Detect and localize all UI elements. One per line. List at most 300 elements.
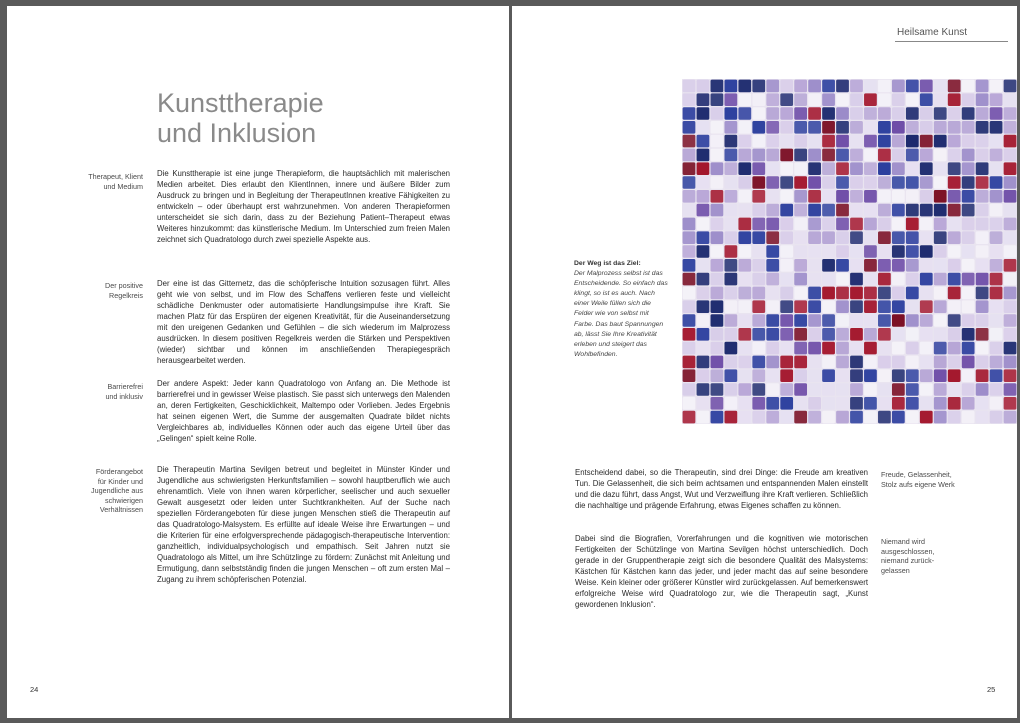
painted-square — [1004, 342, 1017, 355]
painted-square — [906, 231, 919, 244]
painted-square — [752, 411, 765, 424]
painted-square — [738, 190, 751, 203]
painted-square — [683, 273, 696, 286]
painted-square — [836, 162, 849, 175]
painted-square — [683, 397, 696, 410]
painted-square — [920, 369, 933, 382]
painted-square — [780, 383, 793, 396]
painted-square — [962, 383, 975, 396]
painted-square — [962, 149, 975, 162]
painted-square — [711, 107, 724, 120]
painted-square — [878, 259, 891, 272]
painted-square — [850, 273, 863, 286]
painted-square — [1004, 300, 1017, 313]
painted-square — [794, 149, 807, 162]
painted-square — [836, 342, 849, 355]
painted-square — [850, 176, 863, 189]
painted-square — [808, 314, 821, 327]
painted-square — [683, 121, 696, 134]
painted-square — [990, 314, 1003, 327]
right-page — [512, 6, 1017, 718]
painted-square — [766, 411, 779, 424]
painted-square — [836, 176, 849, 189]
painted-square — [711, 314, 724, 327]
painted-square — [808, 342, 821, 355]
painted-square — [948, 411, 961, 424]
painted-square — [738, 121, 751, 134]
painted-square — [976, 149, 989, 162]
painted-square — [1004, 162, 1017, 175]
painted-square — [697, 231, 710, 244]
painted-square — [920, 135, 933, 148]
painted-square — [794, 369, 807, 382]
painted-square — [948, 314, 961, 327]
painted-square — [962, 231, 975, 244]
painted-square — [697, 383, 710, 396]
painted-square — [794, 162, 807, 175]
painted-square — [766, 218, 779, 231]
painted-square — [976, 190, 989, 203]
painted-square — [906, 287, 919, 300]
painted-square — [864, 383, 877, 396]
painted-square — [836, 356, 849, 369]
painted-square — [850, 245, 863, 258]
painted-square — [780, 121, 793, 134]
painted-square — [697, 80, 710, 93]
painted-square — [1004, 190, 1017, 203]
painted-square — [850, 342, 863, 355]
painted-square — [738, 314, 751, 327]
painted-square — [878, 231, 891, 244]
painted-square — [711, 162, 724, 175]
painted-square — [934, 273, 947, 286]
painted-square — [1004, 411, 1017, 424]
painted-square — [850, 107, 863, 120]
painted-square — [892, 356, 905, 369]
painted-square — [780, 356, 793, 369]
painted-square — [752, 342, 765, 355]
painted-square — [948, 356, 961, 369]
painted-square — [724, 204, 737, 217]
painted-square — [711, 300, 724, 313]
painted-square — [780, 259, 793, 272]
painted-square — [906, 218, 919, 231]
painted-square — [878, 80, 891, 93]
painted-square — [962, 411, 975, 424]
painted-square — [794, 342, 807, 355]
painted-square — [962, 273, 975, 286]
painted-square — [808, 383, 821, 396]
painted-square — [836, 231, 849, 244]
painted-square — [948, 231, 961, 244]
painted-square — [766, 245, 779, 258]
painted-square — [697, 259, 710, 272]
painted-square — [878, 107, 891, 120]
painted-square — [990, 121, 1003, 134]
painted-square — [822, 314, 835, 327]
painted-square — [920, 176, 933, 189]
painted-square — [724, 342, 737, 355]
painted-square — [794, 218, 807, 231]
painted-square — [962, 287, 975, 300]
painted-square — [822, 300, 835, 313]
painted-square — [864, 162, 877, 175]
painted-square — [711, 135, 724, 148]
painted-square — [683, 287, 696, 300]
painted-square — [822, 107, 835, 120]
painted-square — [962, 204, 975, 217]
painted-square — [683, 314, 696, 327]
painted-square — [906, 93, 919, 106]
painted-square — [780, 149, 793, 162]
painted-square — [766, 383, 779, 396]
painted-square — [864, 149, 877, 162]
painted-square — [1004, 204, 1017, 217]
painted-square — [724, 411, 737, 424]
painted-square — [766, 80, 779, 93]
painted-square — [752, 356, 765, 369]
painted-square — [780, 369, 793, 382]
painted-square — [990, 204, 1003, 217]
painted-square — [934, 231, 947, 244]
article-title — [157, 88, 497, 148]
painted-square — [878, 273, 891, 286]
painted-square — [962, 162, 975, 175]
painted-square — [752, 176, 765, 189]
painted-square — [808, 107, 821, 120]
painted-square — [934, 218, 947, 231]
painted-square — [1004, 149, 1017, 162]
painted-square — [850, 135, 863, 148]
painted-square — [738, 149, 751, 162]
painted-square — [794, 273, 807, 286]
painted-square — [836, 135, 849, 148]
painted-square — [864, 245, 877, 258]
painted-square — [850, 121, 863, 134]
painted-square — [1004, 107, 1017, 120]
painted-square — [738, 287, 751, 300]
painted-square — [892, 314, 905, 327]
painted-square — [738, 107, 751, 120]
painted-square — [836, 204, 849, 217]
painted-square — [906, 190, 919, 203]
painted-square — [808, 190, 821, 203]
painted-square — [724, 93, 737, 106]
painted-square — [990, 328, 1003, 341]
painted-square — [780, 107, 793, 120]
painted-square — [683, 300, 696, 313]
painted-square — [892, 80, 905, 93]
painted-square — [892, 369, 905, 382]
painted-square — [697, 411, 710, 424]
painted-square — [864, 190, 877, 203]
painted-square — [738, 204, 751, 217]
painted-square — [697, 245, 710, 258]
painted-square — [948, 287, 961, 300]
painted-square — [808, 328, 821, 341]
painted-square — [976, 411, 989, 424]
painted-square — [697, 162, 710, 175]
painted-square — [808, 149, 821, 162]
painted-square — [962, 356, 975, 369]
painted-square — [948, 273, 961, 286]
painted-square — [892, 93, 905, 106]
painted-square — [683, 176, 696, 189]
painted-square — [864, 218, 877, 231]
painted-square — [822, 93, 835, 106]
painted-square — [948, 190, 961, 203]
painted-square — [920, 190, 933, 203]
painted-square — [850, 356, 863, 369]
painted-square — [738, 356, 751, 369]
painted-square — [738, 176, 751, 189]
painted-square — [962, 218, 975, 231]
painted-square — [724, 314, 737, 327]
painted-square — [683, 107, 696, 120]
painted-square — [864, 356, 877, 369]
painted-square — [683, 411, 696, 424]
painted-square — [836, 245, 849, 258]
painted-square — [808, 411, 821, 424]
painted-square — [711, 259, 724, 272]
painted-square — [794, 231, 807, 244]
painted-square — [976, 231, 989, 244]
caption-title: Der Weg ist das Ziel: — [574, 260, 641, 267]
painted-square — [738, 300, 751, 313]
painted-square — [892, 245, 905, 258]
painted-square — [934, 369, 947, 382]
painted-square — [990, 218, 1003, 231]
painted-square — [724, 328, 737, 341]
painted-square — [683, 328, 696, 341]
painted-square — [808, 245, 821, 258]
painted-square — [920, 273, 933, 286]
painted-square — [808, 231, 821, 244]
painted-square — [864, 259, 877, 272]
painted-square — [962, 369, 975, 382]
quadratologo-painting — [682, 79, 1017, 424]
painted-square — [794, 314, 807, 327]
painted-square — [794, 411, 807, 424]
painted-square — [864, 135, 877, 148]
painted-square — [906, 259, 919, 272]
painted-square — [920, 80, 933, 93]
painted-square — [976, 328, 989, 341]
painted-square — [850, 287, 863, 300]
painted-square — [836, 300, 849, 313]
painted-square — [934, 149, 947, 162]
painted-square — [920, 231, 933, 244]
painted-square — [948, 162, 961, 175]
painted-square — [683, 356, 696, 369]
painted-square — [962, 93, 975, 106]
painted-square — [752, 190, 765, 203]
painted-square — [906, 149, 919, 162]
painted-square — [990, 300, 1003, 313]
painted-square — [976, 162, 989, 175]
painted-square — [864, 121, 877, 134]
painted-square — [1004, 245, 1017, 258]
painted-square — [808, 287, 821, 300]
painted-square — [697, 273, 710, 286]
painted-square — [976, 287, 989, 300]
painted-square — [976, 245, 989, 258]
painted-square — [697, 328, 710, 341]
paragraph-4: Die Therapeutin Martina Sevilgen betreut und begleitet in Münster Kinder und Jugendliche aus schwierigsten Herkunftsfamilien – sowohl hauptberuflich wie auch ehrenamtlich. Viele von ihnen waren körperlicher, seelischer und auch sexueller Gewalt ausgesetzt oder leiden unter Suchtkrankheiten. Auf der Suche nach speziellen Förderangeboten für diese jungen Menschen stieß die Therapeutin auf das Quadratologo-Malsystem. Es erfüllte auf ideale Weise ihre Erwartungen – und die Kriterien für eine erfolgversprechende pädagogisch-therapeutische Intervention: ganzheitlich, individualpsychologisch und empathisch. Seit Jahren nutzt sie Quadratologo als Mittel, um ihre Schützlinge zu fördern: Zunächst mit Anleitung und Ermutigung, dann selbstständig finden die jungen Menschen – oft zum ersten Mal – Zugang zu ihrem schöpferischen Potenzial. — [157, 465, 450, 585]
painted-square — [711, 369, 724, 382]
painted-square — [962, 190, 975, 203]
painted-square — [724, 218, 737, 231]
painted-square — [934, 190, 947, 203]
page-number-left: 24 — [30, 685, 39, 694]
painted-square — [948, 135, 961, 148]
painted-square — [794, 287, 807, 300]
painted-square — [752, 80, 765, 93]
painted-square — [906, 397, 919, 410]
painted-square — [766, 107, 779, 120]
painted-square — [752, 300, 765, 313]
painted-square — [948, 121, 961, 134]
painted-square — [948, 397, 961, 410]
painted-square — [934, 204, 947, 217]
painted-square — [808, 273, 821, 286]
painted-square — [934, 245, 947, 258]
painted-square — [990, 149, 1003, 162]
painted-square — [976, 176, 989, 189]
painted-square — [822, 135, 835, 148]
painted-square — [780, 245, 793, 258]
painted-square — [780, 314, 793, 327]
painted-square — [850, 80, 863, 93]
painted-square — [822, 218, 835, 231]
painted-square — [920, 300, 933, 313]
painted-square — [836, 121, 849, 134]
painted-square — [711, 149, 724, 162]
painted-square — [906, 162, 919, 175]
painted-square — [724, 121, 737, 134]
sidenote-barrierefrei: Barrierefrei und inklusiv — [105, 382, 143, 401]
painted-square — [780, 328, 793, 341]
painted-square — [892, 342, 905, 355]
painted-square — [738, 245, 751, 258]
painted-square — [976, 93, 989, 106]
painted-square — [962, 135, 975, 148]
painted-square — [906, 411, 919, 424]
painted-square — [683, 342, 696, 355]
painted-square — [934, 397, 947, 410]
sidenote-niemand: Niemand wird ausgeschlossen, niemand zurück- gelassen — [881, 537, 935, 575]
painted-square — [976, 107, 989, 120]
painted-square — [878, 383, 891, 396]
painted-square — [683, 149, 696, 162]
painted-square — [878, 300, 891, 313]
painted-square — [822, 356, 835, 369]
painted-square — [836, 411, 849, 424]
painted-square — [850, 314, 863, 327]
painting-grid — [682, 79, 1017, 424]
painted-square — [822, 231, 835, 244]
painted-square — [711, 190, 724, 203]
painted-square — [697, 176, 710, 189]
painted-square — [962, 80, 975, 93]
painted-square — [1004, 314, 1017, 327]
painted-square — [962, 342, 975, 355]
painted-square — [976, 342, 989, 355]
painted-square — [752, 287, 765, 300]
paragraph-3: Der andere Aspekt: Jeder kann Quadratologo von Anfang an. Die Methode ist barrierefrei und in gewisser Weise plastisch. Sie passt sich unterwegs den Malenden an, deren Fertigkeiten, Geschicklichkeit, Maltempo oder Vorlieben. Jedes Ergebnis hat seinen eigenen Wert, die Summe der ausgemalten Quadrate bildet nichts Vergleichbares ab, individuelles Können oder auch das eigene Urteil über das „Gelingen“ spielt keine Rolle. — [157, 379, 450, 444]
painted-square — [752, 383, 765, 396]
painted-square — [724, 162, 737, 175]
painted-square — [711, 231, 724, 244]
painted-square — [878, 356, 891, 369]
painted-square — [724, 397, 737, 410]
painted-square — [962, 314, 975, 327]
painted-square — [892, 218, 905, 231]
painted-square — [794, 204, 807, 217]
painted-square — [1004, 356, 1017, 369]
painted-square — [906, 342, 919, 355]
painted-square — [976, 314, 989, 327]
painted-square — [934, 121, 947, 134]
painted-square — [906, 300, 919, 313]
painted-square — [878, 204, 891, 217]
painted-square — [766, 190, 779, 203]
painted-square — [738, 411, 751, 424]
painted-square — [752, 218, 765, 231]
painted-square — [920, 245, 933, 258]
painted-square — [878, 287, 891, 300]
painted-square — [836, 383, 849, 396]
painted-square — [976, 259, 989, 272]
painted-square — [836, 190, 849, 203]
painted-square — [962, 245, 975, 258]
painted-square — [976, 369, 989, 382]
title-line-2: und Inklusion — [157, 118, 317, 148]
painted-square — [683, 231, 696, 244]
section-header: Heilsame Kunst — [897, 27, 968, 38]
painted-square — [906, 383, 919, 396]
painted-square — [920, 314, 933, 327]
paragraph-6: Dabei sind die Biografien, Vorerfahrungen und die kognitiven wie motorischen Fertigkeiten der Schützlinge von Martina Sevilgen höchst unterschiedlich. Doch gerade in der Gruppentherapie zeigt sich die besondere Qualität des Malsystems: Kästchen für Kästchen kann das jeder, und jeder macht das auf seine besondere Weise. Kein kleiner oder größerer Künstler wird zurückgelassen. Auf bemerkenswert erfolgreiche Weise wird Quadratologo zur, wie die Therapeutin sagt, „Kunst gewordenen Inklusion“. — [575, 534, 868, 610]
painted-square — [752, 204, 765, 217]
paragraph-2: Der eine ist das Gitternetz, das die schöpferische Intuition sozusagen führt. Alles geht wie von selbst, und im Flow des Schaffens verlieren feste und vielleicht schädliche Denkmuster oder automatisierte Handlungsimpulse ihre Kraft. Sie machen Platz für das Erspüren der eigenen Kreativität, für die Auseinandersetzung mit den ureigenen Gedanken und Gefühlen – die sich wiederum im Malprozess ausdrücken. In diesem positiven Regelkreis werden die Stärken und Perspektiven (wieder) sichtbar und können im anschließenden Therapiegespräch herausgearbeitet werden. — [157, 279, 450, 366]
painted-square — [892, 383, 905, 396]
painted-square — [822, 176, 835, 189]
painted-square — [738, 342, 751, 355]
painted-square — [724, 287, 737, 300]
painted-square — [864, 300, 877, 313]
painted-square — [766, 328, 779, 341]
painted-square — [1004, 287, 1017, 300]
painted-square — [864, 342, 877, 355]
painted-square — [738, 273, 751, 286]
painted-square — [934, 300, 947, 313]
painted-square — [738, 328, 751, 341]
painted-square — [1004, 135, 1017, 148]
painted-square — [822, 328, 835, 341]
painted-square — [822, 287, 835, 300]
painted-square — [780, 397, 793, 410]
painted-square — [948, 369, 961, 382]
painted-square — [962, 176, 975, 189]
painted-square — [766, 121, 779, 134]
painted-square — [878, 397, 891, 410]
painted-square — [990, 383, 1003, 396]
painted-square — [711, 397, 724, 410]
painted-square — [794, 135, 807, 148]
painted-square — [990, 342, 1003, 355]
painted-square — [738, 231, 751, 244]
